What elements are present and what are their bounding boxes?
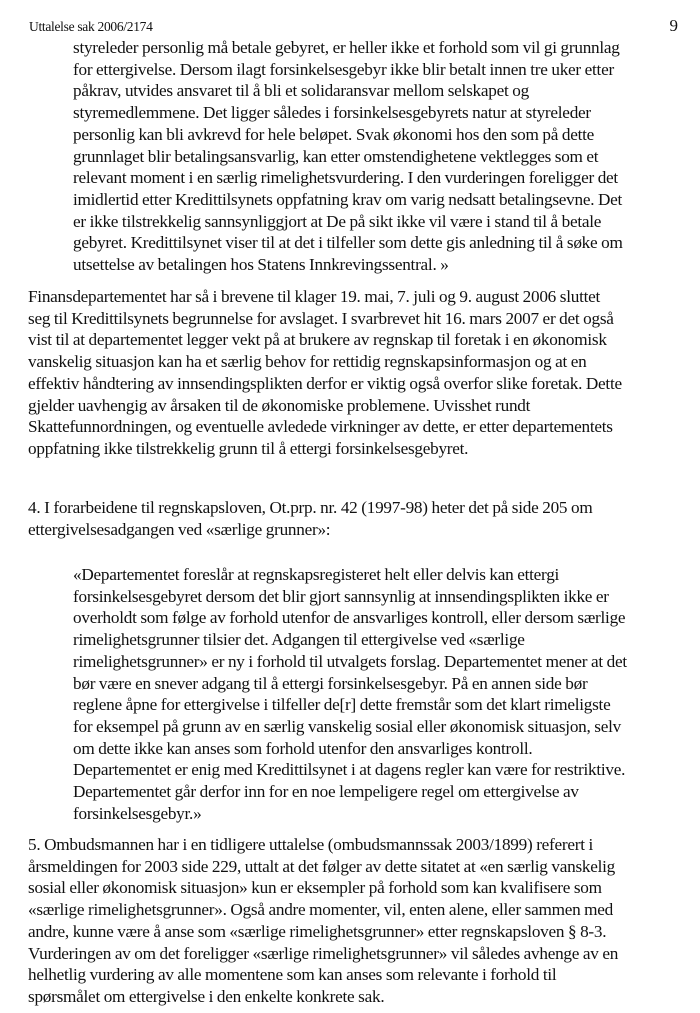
text-line: personlig kan bli avkrevd for hele beløpet. Svak økonomi hos den som på dette (73, 124, 595, 144)
page-number: 9 (669, 16, 678, 35)
text-line: seg til Kredittilsynets begrunnelse for avslaget. I svarbrevet hit 16. mars 2007 er det også (28, 308, 614, 328)
block-quote-ot-prp (73, 564, 627, 824)
text-line: «særlige rimelighetsgrunner». Også andre momenter, vil, enten alene, eller sammen med (28, 900, 614, 920)
text-line: er ikke tilstrekkelig sannsynliggjort at De på sikt ikke vil være i stand til å betale (73, 211, 602, 231)
text-line: styreleder personlig må betale gebyret, er heller ikke et forhold som vil gi grunnlag (73, 38, 620, 57)
text-line: Departementet går derfor inn for en noe lempeligere regel om ettergivelse av (73, 782, 579, 802)
text-line: for ettergivelse. Dersom ilagt forsinkelsesgebyr ikke blir betalt innen tre uker etter (73, 59, 614, 79)
text-line: vanskelig situasjon kan ha et særlig behov for rettidig regnskapsinformasjon og at en (28, 352, 587, 372)
text-line: forsinkelsesgebyr.» (73, 803, 202, 823)
text-line: Skattefunnordningen, og eventuelle avledede virkninger av dette, er etter departementets (28, 417, 613, 437)
text-line: 5. Ombudsmannen har i en tidligere uttalelse (ombudsmannssak 2003/1899) referert i (28, 835, 594, 854)
text-line: ettergivelsesadgangen ved «særlige grunner»: (28, 519, 331, 539)
text-line: for eksempel på grunn av en særlig vanskelig sosial eller økonomisk situasjon, selv (73, 716, 621, 736)
text-line: relevant moment i en særlig rimelighetsvurdering. I den vurderingen foreligger det (73, 168, 618, 188)
text-line: Departementet er enig med Kredittilsynet i at dagens regler kan være for restriktive. (73, 760, 626, 780)
block-quote-kredittilsynet (73, 37, 623, 276)
text-line: oppfatning ikke tilstrekkelig grunn til å ettergi forsinkelsesgebyret. (28, 438, 469, 458)
text-line: helhetlig vurdering av alle momentene som kan anses som relevante i forhold til (28, 965, 557, 985)
text-line: påkrav, utvides ansvaret til å bli et solidaransvar mellom selskapet og (73, 81, 529, 101)
text-line: forsinkelsesgebyret dersom det blir gjort sannsynlig at innsendingsplikten ikke er (73, 586, 609, 606)
text-line: imidlertid etter Kredittilsynets oppfatning krav om varig nedsatt betalingsevne. Det (73, 189, 623, 209)
text-line: Finansdepartementet har så i brevene til klager 19. mai, 7. juli og 9. august 2006 sluttet (28, 287, 601, 306)
text-line: styremedlemmene. Det ligger således i forsinkelsesgebyrets natur at styreleder (73, 103, 591, 123)
text-line: effektiv håndtering av innsendingsplikten derfor er viktig også overfor slike foretak. Dette (28, 373, 622, 393)
paragraph-section-5 (28, 834, 618, 1008)
text-line: rimelighetsgrunner tilsier det. Adgangen til ettergivelse ved «særlige (73, 630, 525, 650)
text-line: bør være en snever adgang til å ettergi forsinkelsesgebyr. På en annen side bør (73, 673, 588, 693)
text-line: sosial eller økonomisk situasjon» kun er eksempler på forhold som kan kvalifisere som (28, 878, 602, 898)
text-line: overholdt som følge av forhold utenfor de ansvarliges kontroll, eller dersom særlige (73, 608, 626, 628)
text-line: Vurderingen av om det foreligger «særlige rimelighetsgrunner» vil således avhenge av en (28, 943, 619, 963)
paragraph-finansdepartementet (28, 286, 622, 460)
text-line: andre, kunne være å anse som «særlige rimelighetsgrunner» etter regnskapsloven § 8-3. (28, 921, 607, 941)
text-line: reglene åpne for ettergivelse i tilfeller de[r] dette fremstår som det klart rimeligste (73, 695, 611, 715)
text-line: «Departementet foreslår at regnskapsregisteret helt eller delvis kan ettergi (73, 565, 560, 584)
text-line: årsmeldingen for 2003 side 229, uttalt at det følger av dette sitatet at «en særlig vanskelig (28, 856, 616, 876)
case-reference-header: Uttalelse sak 2006/2174 (29, 19, 153, 34)
text-line: gjelder uavhengig av årsaken til de økonomiske problemene. Uvisshet rundt (28, 395, 531, 415)
text-line: om dette ikke kan anses som forhold utenfor den ansvarliges kontroll. (73, 738, 533, 758)
text-line: grunnlaget blir betalingsansvarlig, kan etter omstendighetene vektlegges som et (73, 146, 599, 166)
paragraph-section-4 (28, 497, 592, 540)
text-line: spørsmålet om ettergivelse i den enkelte konkrete sak. (28, 986, 385, 1006)
text-line: gebyret. Kredittilsynet viser til at det i tilfeller som dette gis anledning til å søke om (73, 233, 623, 253)
text-line: vist til at departementet legger vekt på at brukere av regnskap til foretak i en økonomisk (28, 330, 607, 350)
text-line: rimelighetsgrunner» er ny i forhold til utvalgets forslag. Departementet mener at det (73, 651, 627, 671)
text-line: utsettelse av betalingen hos Statens Innkrevingssentral. » (73, 255, 449, 275)
text-line: 4. I forarbeidene til regnskapsloven, Ot.prp. nr. 42 (1997-98) heter det på side 205 om (28, 498, 593, 517)
